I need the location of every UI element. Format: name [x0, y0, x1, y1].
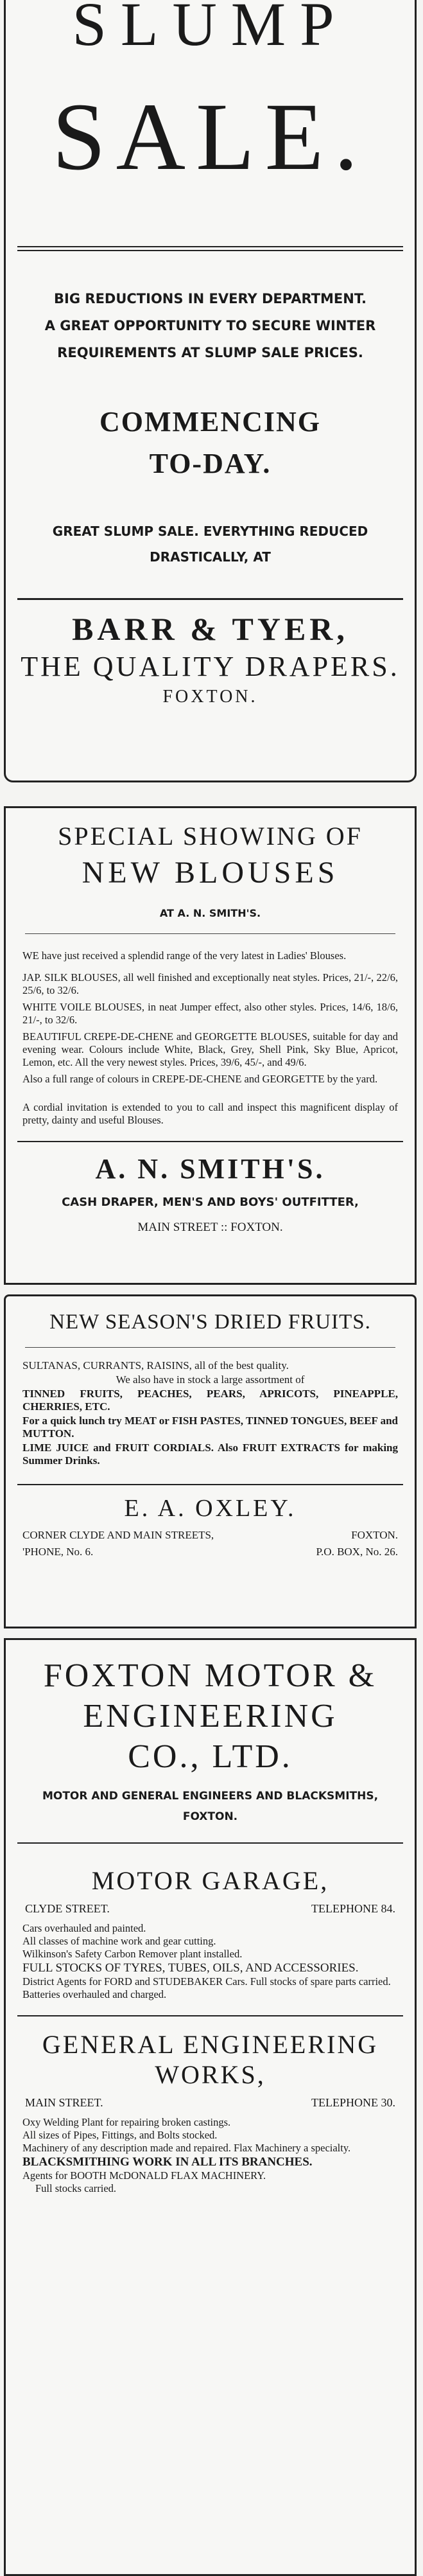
divider: [25, 933, 395, 934]
phone-number: 'PHONE, No. 6.: [22, 1546, 94, 1558]
fruits-line-4: For a quick lunch try MEAT or FISH PASTES, TINNED TONGUES, BEEF and MUTTON.: [22, 1415, 398, 1440]
firm-name: E. A. OXLEY.: [124, 1495, 297, 1522]
garage-street: CLYDE STREET.: [25, 1902, 110, 1915]
ad-heading-line-1: FOXTON MOTOR &: [43, 1657, 377, 1694]
firm-description: CASH DRAPER, MEN'S AND BOYS' OUTFITTER,: [62, 1195, 359, 1209]
divider: [17, 250, 403, 251]
crepe-paragraph: BEAUTIFUL CREPE-DE-CHENE and GEORGETTE BLOUSES, suitable for day and evening wear. Colours include White, Black, Grey, Shell Pink, Sky Blue, Apricot, Lemon, etc. All the very newest styles. Prices, 39/6, 45/-, and 49/6.: [22, 1030, 398, 1068]
garage-phone: TELEPHONE 84.: [311, 1902, 395, 1915]
at-smiths: AT A. N. SMITH'S.: [159, 907, 261, 919]
divider: [17, 246, 403, 247]
fruits-line-5: LIME JUICE and FRUIT CORDIALS. Also FRUIT EXTRACTS for making Summer Drinks.: [22, 1442, 398, 1467]
firm-address: MAIN STREET :: FOXTON.: [137, 1221, 283, 1234]
garage-line-6: Batteries overhauled and charged.: [22, 1988, 167, 2000]
po-box: P.O. BOX, No. 26.: [316, 1546, 398, 1558]
works-contact-row: [25, 2096, 395, 2110]
full-range-paragraph: Also a full range of colours in CREPE-DE-CHENE and GEORGETTE by the yard.: [22, 1073, 378, 1085]
garage-heading: MOTOR GARAGE,: [91, 1866, 329, 1895]
works-line-3: Machinery of any description made and repaired. Flax Machinery a specialty.: [22, 2142, 351, 2154]
fruits-line-1: SULTANAS, CURRANTS, RAISINS, all of the best quality.: [22, 1359, 289, 1372]
garage-line-1: Cars overhauled and painted.: [22, 1922, 146, 1934]
divider: [17, 2015, 403, 2016]
ad-heading-special: SPECIAL SHOWING OF: [58, 822, 363, 851]
company-description: MOTOR AND GENERAL ENGINEERS AND BLACKSMITHS,: [42, 1790, 379, 1803]
ad-title-slump: SLUMP: [72, 0, 349, 58]
drastically-line: DRASTICALLY, AT: [150, 549, 271, 565]
ad-heading-line-3: CO., LTD.: [128, 1738, 293, 1775]
works-line-1: Oxy Welding Plant for repairing broken castings.: [22, 2116, 231, 2128]
works-line-4: BLACKSMITHING WORK IN ALL ITS BRANCHES.: [22, 2155, 313, 2169]
ad-heading: NEW SEASON'S DRIED FRUITS.: [49, 1310, 371, 1334]
invitation-paragraph: A cordial invitation is extended to you to call and inspect this magnificent display of pretty, dainty and useful Blouses.: [22, 1101, 398, 1126]
works-line-5: Agents for BOOTH McDONALD FLAX MACHINERY.: [22, 2169, 266, 2182]
address-row: [22, 1529, 398, 1542]
commencing-heading: COMMENCING: [99, 406, 322, 437]
garage-line-2: All classes of machine work and gear cutting.: [22, 1935, 216, 1947]
blouses-ad: [4, 806, 417, 1285]
divider: [17, 1842, 403, 1844]
garage-line-4: FULL STOCKS OF TYRES, TUBES, OILS, AND ACCESSORIES.: [22, 1961, 359, 1975]
firm-town: FOXTON.: [351, 1529, 398, 1541]
works-line-2: All sizes of Pipes, Fittings, and Bolts stocked.: [22, 2129, 218, 2141]
garage-line-3: Wilkinson's Safety Carbon Remover plant installed.: [22, 1948, 243, 1960]
garage-contact-row: [25, 1902, 395, 1916]
jap-silk-paragraph: JAP. SILK BLOUSES, all well finished and exceptionally neat styles. Prices, 21/-, 22/6, 25/6, to 32/6.: [22, 971, 398, 996]
divider: [25, 1347, 395, 1348]
works-line-6: Full stocks carried.: [35, 2182, 117, 2194]
intro-paragraph: WE have just received a splendid range of the very latest in Ladies' Blouses.: [22, 949, 347, 962]
divider: [17, 1484, 403, 1485]
ad-heading-line-2: ENGINEERING: [83, 1698, 338, 1734]
sale-line-3: REQUIREMENTS AT SLUMP SALE PRICES.: [57, 345, 363, 360]
fruits-line-2: We also have in stock a large assortment of: [116, 1373, 305, 1386]
works-street: MAIN STREET.: [25, 2096, 103, 2109]
firm-tagline: THE QUALITY DRAPERS.: [21, 651, 400, 682]
works-heading-line-2: WORKS,: [155, 2060, 266, 2089]
sale-line-1: BIG REDUCTIONS IN EVERY DEPARTMENT.: [54, 291, 367, 306]
ad-title-sale: SALE.: [52, 84, 368, 190]
firm-name: BARR & TYER,: [72, 611, 349, 647]
company-town: FOXTON.: [182, 1810, 238, 1823]
contact-row: [22, 1546, 398, 1558]
divider: [17, 598, 403, 600]
divider: [17, 1141, 403, 1142]
fruits-line-3: TINNED FRUITS, PEACHES, PEARS, APRICOTS, PINEAPPLE, CHERRIES, ETC.: [22, 1388, 398, 1413]
firm-town: FOXTON.: [162, 687, 258, 707]
great-slump-line: GREAT SLUMP SALE. EVERYTHING REDUCED: [52, 524, 368, 539]
dried-fruits-ad: [4, 1294, 417, 1628]
slump-sale-ad: [4, 0, 417, 782]
garage-line-5: District Agents for FORD and STUDEBAKER Cars. Full stocks of spare parts carried.: [22, 1975, 391, 1988]
firm-address: CORNER CLYDE AND MAIN STREETS,: [22, 1529, 214, 1541]
sale-line-2: A GREAT OPPORTUNITY TO SECURE WINTER: [44, 318, 376, 333]
white-voile-paragraph: WHITE VOILE BLOUSES, in neat Jumper effect, also other styles. Prices, 14/6, 18/6, 21/-, to 32/6.: [22, 1001, 398, 1026]
foxton-motor-ad: [4, 1638, 417, 2576]
works-phone: TELEPHONE 30.: [311, 2096, 395, 2109]
ad-heading-blouses: NEW BLOUSES: [82, 856, 339, 890]
works-heading-line-1: GENERAL ENGINEERING: [42, 2030, 379, 2059]
today-heading: TO-DAY.: [149, 448, 272, 479]
firm-name: A. N. SMITH'S.: [95, 1153, 325, 1185]
